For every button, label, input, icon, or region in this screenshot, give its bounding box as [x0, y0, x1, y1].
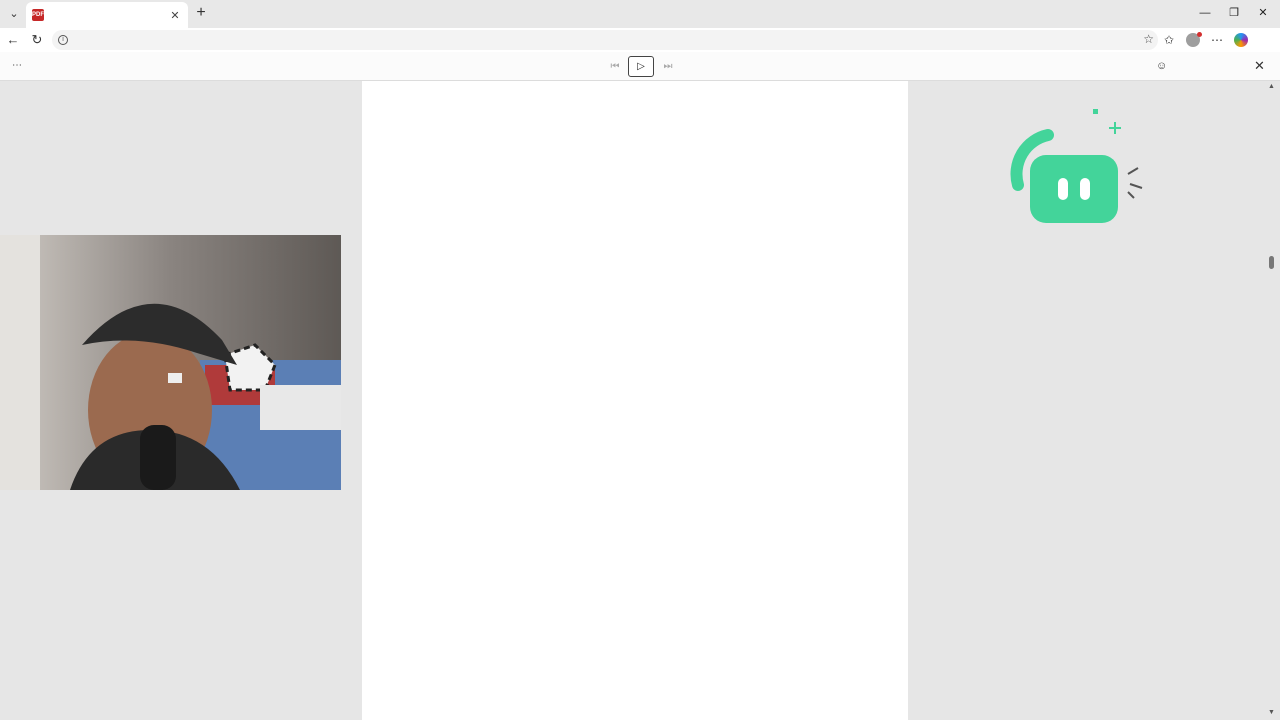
favorite-star-icon[interactable]: ☆ [1143, 32, 1154, 46]
copilot-icon[interactable] [1234, 33, 1248, 47]
tab-strip [0, 0, 1280, 28]
read-aloud-toolbar [0, 52, 1280, 81]
scrollbar-thumb[interactable] [1269, 256, 1274, 269]
url-field[interactable] [52, 30, 1158, 50]
pdf-page [362, 81, 908, 720]
subscription-alert-text [960, 248, 1174, 277]
scroll-up-arrow-icon[interactable]: ▲ [1268, 83, 1275, 90]
tab-pdf[interactable] [26, 2, 188, 28]
next-paragraph-icon[interactable]: ⏭ [663, 61, 673, 72]
previous-paragraph-icon[interactable]: ⏮ [610, 61, 620, 72]
tab-actions-chevron-icon[interactable]: ⌄ [9, 8, 19, 20]
info-icon[interactable]: i [58, 35, 68, 45]
play-icon: ▷ [637, 61, 645, 72]
close-icon[interactable]: ✕ [170, 9, 180, 22]
close-read-aloud-icon[interactable]: ✕ [1254, 58, 1265, 73]
voice-options-icon[interactable]: ☺ [1156, 60, 1168, 72]
refresh-icon[interactable]: ↻ [31, 32, 43, 47]
new-tab-plus-icon[interactable]: + [196, 4, 206, 21]
subscription-alert [960, 100, 1180, 320]
scroll-down-arrow-icon[interactable]: ▼ [1268, 709, 1275, 716]
pdf-icon: PDF [32, 9, 44, 21]
back-arrow-icon[interactable]: ← [6, 32, 20, 47]
window-close-icon[interactable]: ✕ [1258, 7, 1268, 19]
kick-logo-icon [960, 100, 1180, 320]
webcam-image [0, 235, 341, 490]
favorites-icon[interactable]: ✩ [1163, 33, 1175, 47]
webcam-overlay [0, 235, 341, 490]
address-bar [0, 28, 1280, 52]
document-text [431, 81, 838, 109]
play-button[interactable] [628, 56, 654, 77]
read-aloud-menu-icon[interactable]: ⋯ [12, 60, 23, 71]
more-options-icon[interactable]: ⋯ [1211, 33, 1223, 47]
restore-icon[interactable]: ❐ [1229, 7, 1239, 19]
vertical-scrollbar[interactable] [1268, 81, 1276, 720]
notification-dot-icon [1197, 32, 1202, 37]
minimize-icon[interactable]: — [1199, 7, 1211, 19]
